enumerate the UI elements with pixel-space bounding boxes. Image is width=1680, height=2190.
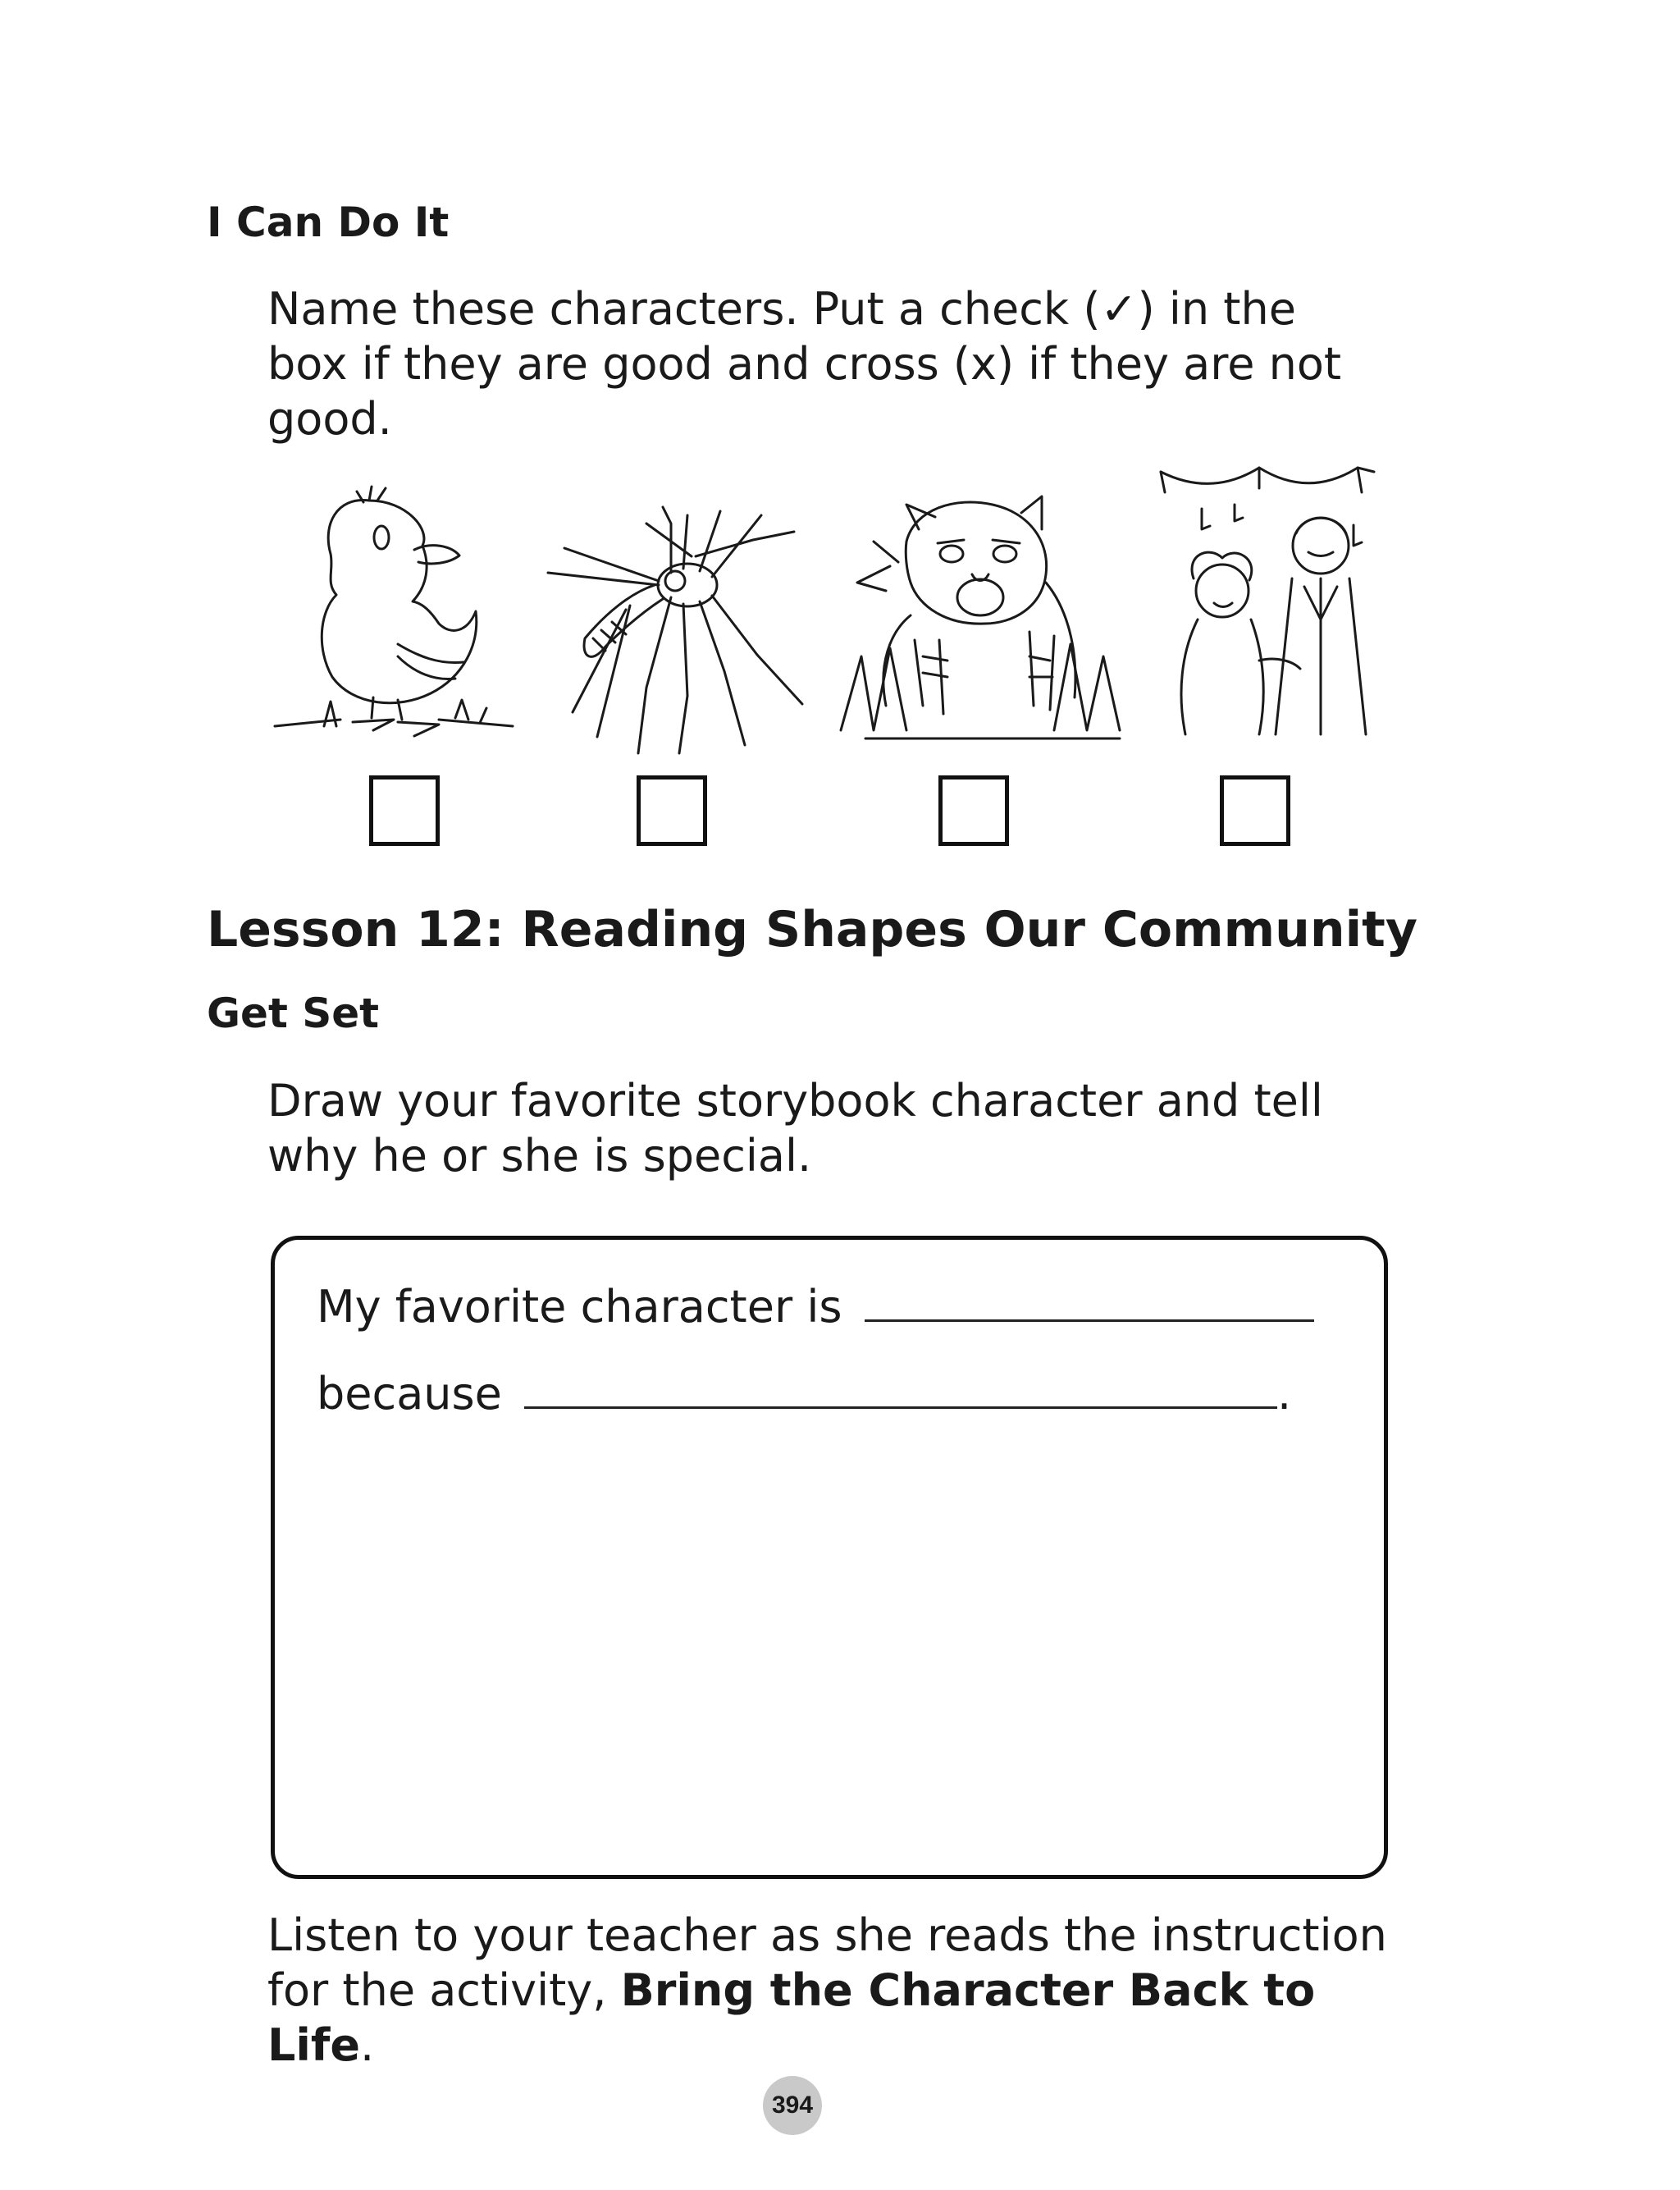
activity-name: Bring the Character Back to Life xyxy=(267,1964,1316,2071)
because-period: . xyxy=(1277,1368,1292,1420)
tiger-illustration xyxy=(841,492,1120,738)
page-number: 394 xyxy=(763,2076,822,2135)
duckling-illustration xyxy=(275,480,513,743)
checkbox-couple[interactable] xyxy=(1220,775,1290,846)
section-heading-i-can-do-it: I Can Do It xyxy=(207,199,450,246)
checkbox-tiger[interactable] xyxy=(938,775,1009,846)
because-label: because xyxy=(317,1368,502,1420)
checkbox-mosquito[interactable] xyxy=(637,775,707,846)
lesson-title: Lesson 12: Reading Shapes Our Community xyxy=(207,901,1418,958)
mosquito-illustration xyxy=(548,507,802,753)
because-blank[interactable] xyxy=(524,1364,1277,1409)
checkbox-duckling[interactable] xyxy=(369,775,440,846)
because-line xyxy=(317,1364,1291,1420)
favorite-character-line xyxy=(317,1277,1314,1333)
favorite-character-blank[interactable] xyxy=(865,1277,1314,1322)
couple-illustration xyxy=(1153,455,1382,734)
favorite-character-label: My favorite character is xyxy=(317,1281,842,1333)
listen-instruction xyxy=(267,1908,1416,2073)
instruction-characters: Name these characters. Put a check (✓) in the box if they are good and cross (x) if they are not good. xyxy=(267,283,1342,445)
section-heading-get-set: Get Set xyxy=(207,990,380,1037)
listen-instruction-end: . xyxy=(360,2019,375,2071)
instruction-draw-character: Draw your favorite storybook character and tell why he or she is special. xyxy=(267,1075,1323,1182)
listen-instruction-text: Listen to your teacher as she reads the instruction for the activity, xyxy=(267,1909,1387,2016)
